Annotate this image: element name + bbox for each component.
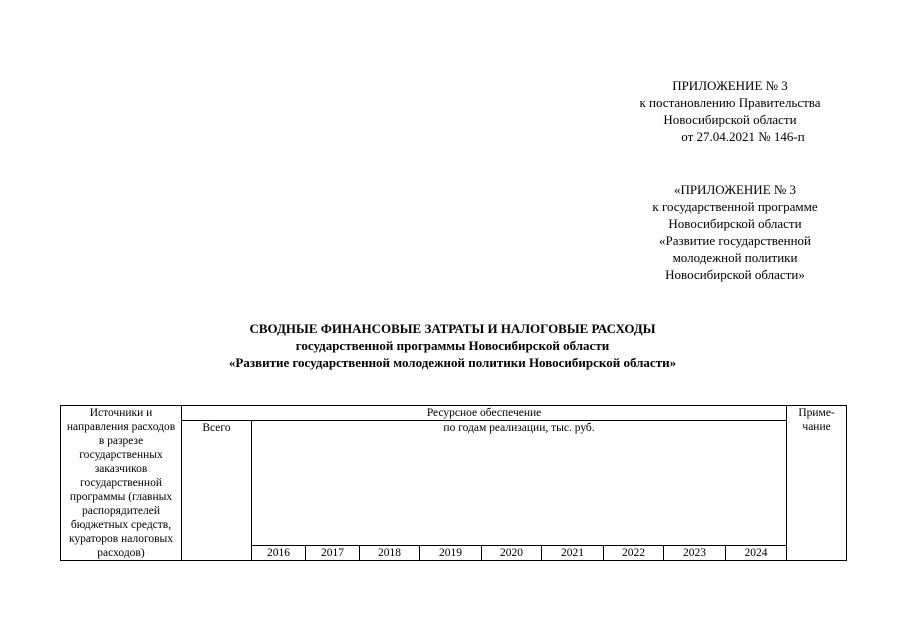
header-year: 2019 <box>420 546 482 561</box>
header-year: 2017 <box>306 546 360 561</box>
title-line-3: «Развитие государственной молодежной политики Новосибирской области» <box>228 355 677 370</box>
stamp-line: к государственной программе <box>652 199 818 214</box>
header-year: 2023 <box>664 546 726 561</box>
header-by-years: по годам реализации, тыс. руб. <box>252 421 787 546</box>
stamp-line: Новосибирской области <box>663 112 797 127</box>
appendix-stamp-program <box>600 181 870 283</box>
header-source-directions: Источники и направления расходов в разрезе государственных заказчиков государственной программы (главных распорядителей бюджетных средств, кураторов налоговых расходов) <box>61 406 182 561</box>
stamp-line: «ПРИЛОЖЕНИЕ № 3 <box>673 182 797 197</box>
stamp-line: «Развитие государственной <box>658 233 812 248</box>
stamp-line: молодежной политики <box>672 250 798 265</box>
stamp-line: ПРИЛОЖЕНИЕ № 3 <box>672 78 788 93</box>
title-line-1: СВОДНЫЕ ФИНАНСОВЫЕ ЗАТРАТЫ И НАЛОГОВЫЕ РАСХОДЫ <box>249 321 656 336</box>
stamp-line: к постановлению Правительства <box>639 95 821 110</box>
header-year: 2016 <box>252 546 306 561</box>
financial-costs-table <box>60 405 847 561</box>
header-year: 2021 <box>542 546 604 561</box>
header-year: 2018 <box>360 546 420 561</box>
header-year: 2022 <box>604 546 664 561</box>
appendix-stamp-resolution <box>600 77 860 145</box>
stamp-line: Новосибирской области <box>668 216 802 231</box>
header-note: Приме-чание <box>787 406 847 561</box>
stamp-line-date: от 27.04.2021 № 146-п <box>681 129 805 144</box>
title-line-2: государственной программы Новосибирской области <box>295 338 610 353</box>
document-title <box>0 320 905 371</box>
header-resources: Ресурсное обеспечение <box>182 406 787 421</box>
stamp-line: Новосибирской области» <box>665 267 805 282</box>
header-year: 2020 <box>482 546 542 561</box>
header-year: 2024 <box>726 546 787 561</box>
header-total: Всего <box>182 421 252 561</box>
